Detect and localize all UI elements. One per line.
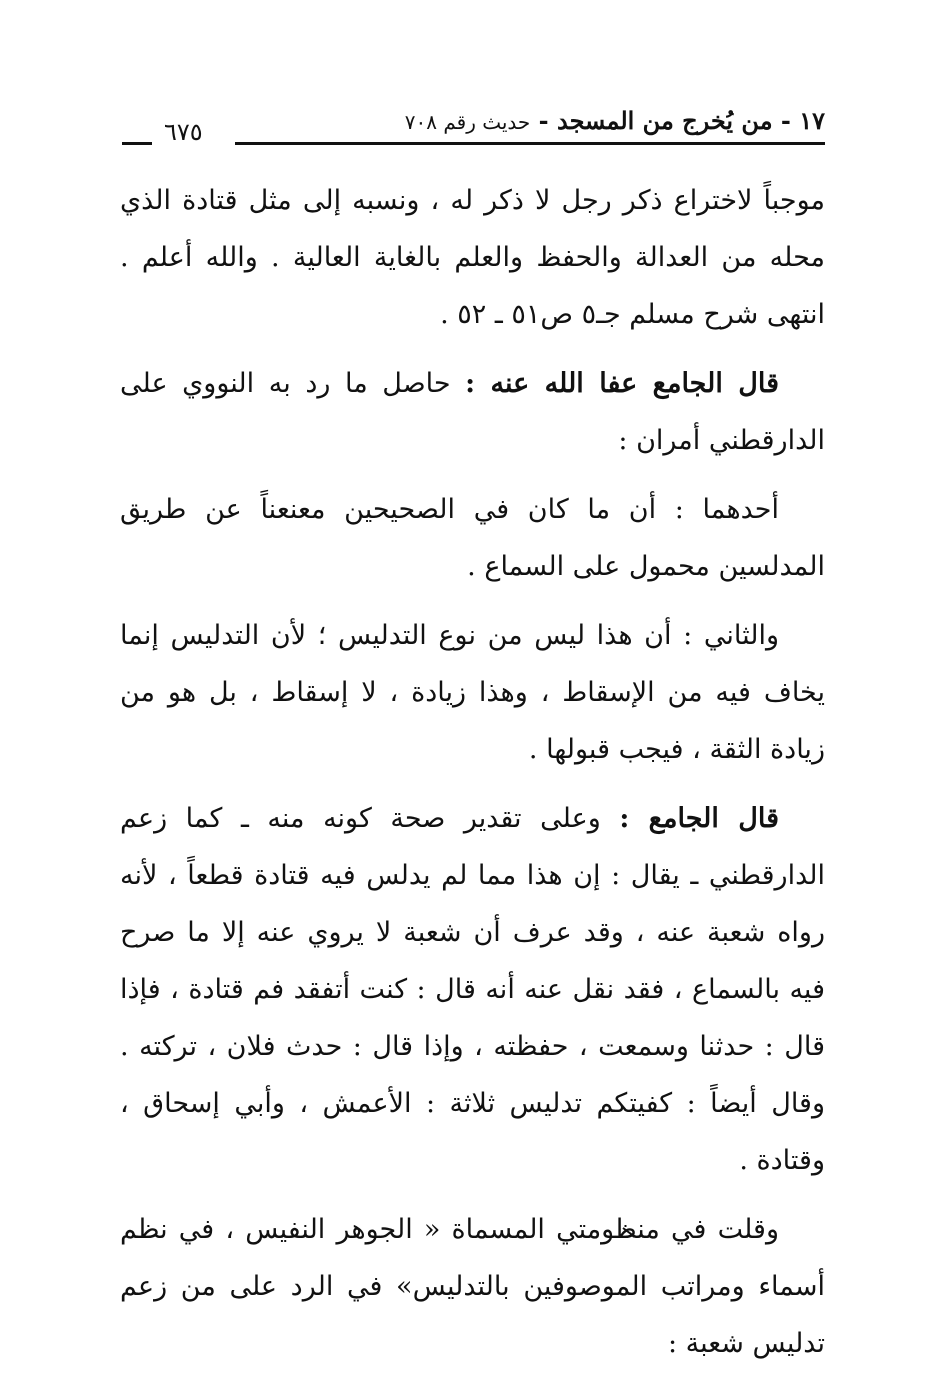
paragraph-6 <box>120 1201 825 1372</box>
paragraph-5 <box>120 790 825 1189</box>
running-head <box>405 106 825 135</box>
paragraph-text: وقلت في منظومتي المسماة « الجوهر النفيس ، في نظم أسماء ومراتب الموصوفين بالتدليس» في الرد على من زعم تدليس شعبة : <box>120 1214 825 1359</box>
paragraph-text: موجباً لاختراع ذكر رجل لا ذكر له ، ونسبه إلى مثل قتادة الذي محله من العدالة والحفظ والعلم بالغاية العالية . والله أعلم . انتهى شرح مسلم جـ٥ ص٥١ ـ ٥٢ . <box>120 185 825 330</box>
chapter-title: ١٧ - من يُخرج من المسجد <box>556 106 825 135</box>
header-rule <box>235 142 825 145</box>
page-number-rule <box>122 142 152 145</box>
paragraph-lead: قال الجامع عفا الله عنه : <box>465 368 779 399</box>
paragraph-text: والثاني : أن هذا ليس من نوع التدليس ؛ لأن التدليس إنما يخاف فيه من الإسقاط ، وهذا زيادة ، لا إسقاط ، بل هو من زيادة الثقة ، فيجب قبولها . <box>120 620 825 765</box>
page-header <box>120 100 825 148</box>
paragraph-3 <box>120 481 825 595</box>
paragraph-1 <box>120 172 825 343</box>
ink-mark-icon <box>622 1226 636 1238</box>
paragraph-lead: قال الجامع : <box>619 803 780 834</box>
paragraph-2 <box>120 355 825 469</box>
paragraph-text: وعلى تقدير صحة كونه منه ـ كما زعم الدارقطني ـ يقال : إن هذا مما لم يدلس فيه قتادة قطعاً ، لأنه رواه شعبة عنه ، وقد عرف أن شعبة لا يروي عنه إلا ما صرح فيه بالسماع ، فقد نقل عنه أنه قال : كنت أتفقد فم قتادة ، فإذا قال : حدثنا وسمعت ، حفظته ، وإذا قال : حدث فلان ، تركته . وقال أيضاً : كفيتكم تدليس ثلاثة : الأعمش ، وأبي إسحاق ، وقتادة . <box>120 803 825 1176</box>
paragraph-4 <box>120 607 825 778</box>
hadith-number: حديث رقم ٧٠٨ <box>404 110 531 134</box>
page-number: ٦٧٥ <box>164 118 203 146</box>
paragraph-text: أحدهما : أن ما كان في الصحيحين معنعناً عن طريق المدلسين محمول على السماع . <box>120 494 825 582</box>
paragraph-text: حاصل ما رد به النووي على الدارقطني أمران : <box>120 368 825 456</box>
body-text <box>120 172 825 1384</box>
header-separator: - <box>538 106 549 135</box>
